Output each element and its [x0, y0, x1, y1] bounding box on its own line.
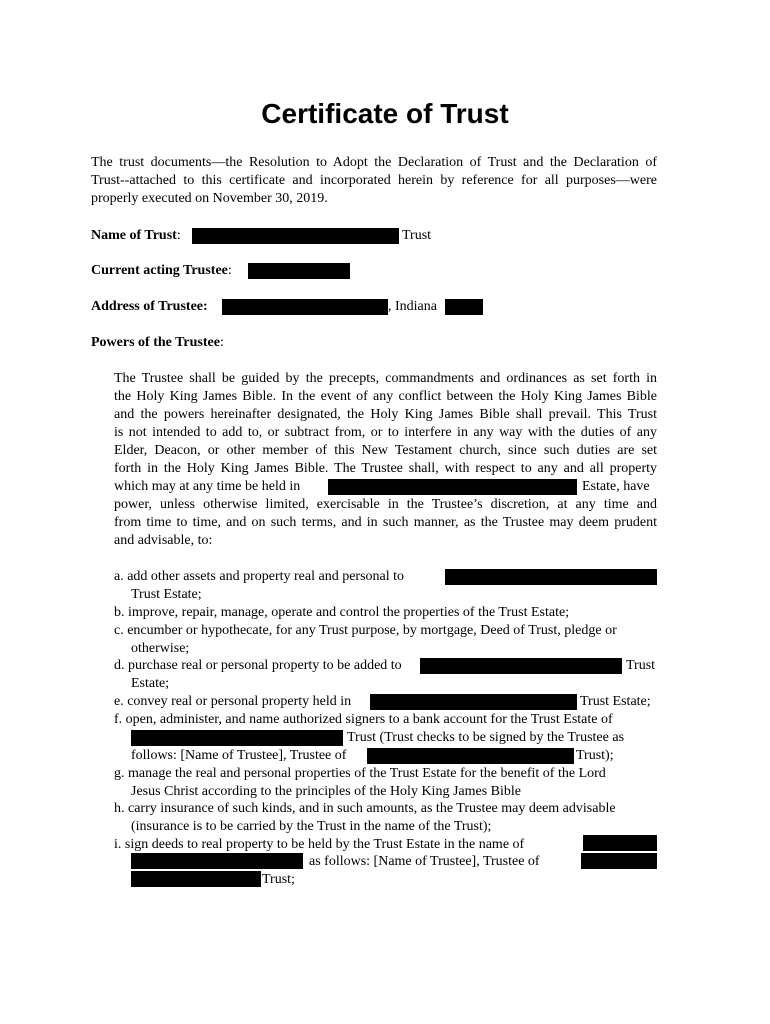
redaction-bar [583, 835, 657, 851]
redaction-bar [328, 479, 577, 495]
document-title: Certificate of Trust [261, 98, 509, 129]
powers-label: Powers of the Trustee [91, 335, 220, 350]
redaction-bar [370, 694, 577, 710]
redaction-bar [131, 853, 303, 869]
address-state: , Indiana [388, 299, 437, 314]
redaction-bar [581, 853, 657, 869]
name-of-trust-row: Name of Trust: [91, 228, 181, 243]
list-item-cont: Trust Estate; [131, 587, 202, 602]
list-item-cont: Trust; [262, 872, 295, 887]
redaction-bar [445, 299, 483, 315]
current-trustee-label: Current acting Trustee [91, 263, 228, 278]
powers-row: Powers of the Trustee: [91, 335, 224, 350]
list-item-cont: Trust (Trust checks to be signed by the Trustee as [347, 730, 625, 745]
body-line: power, unless otherwise limited, exercisable in the Trustee’s discretion, at any time and [114, 497, 657, 512]
body-line: The Trustee shall be guided by the precepts, commandments and ordinances as set forth in [114, 371, 657, 386]
name-of-trust-label: Name of Trust [91, 228, 177, 243]
body-line: Estate, have [582, 479, 650, 494]
body-line: which may at any time be held in [114, 479, 301, 494]
intro-line: properly executed on November 30, 2019. [91, 191, 328, 206]
body-line: from time to time, and on such terms, and in such manner, as the Trustee may deem prudent [114, 515, 657, 530]
list-item: g. manage the real and personal properties of the Trust Estate for the benefit of the Lord [114, 766, 606, 781]
intro-line: The trust documents—the Resolution to Adopt the Declaration of Trust and the Declaration of [91, 155, 657, 170]
body-line: the Holy King James Bible. In the event of any conflict between the Holy King James Bible [114, 389, 657, 404]
redaction-bar [420, 658, 622, 674]
address-label: Address of Trustee: [91, 299, 208, 314]
body-line: forth in the Holy King James Bible. The Trustee shall, with respect to any and all property [114, 461, 657, 476]
list-item: i. sign deeds to real property to be held by the Trust Estate in the name of [114, 837, 525, 852]
list-item: c. encumber or hypothecate, for any Trust purpose, by mortgage, Deed of Trust, pledge or [114, 623, 617, 638]
redaction-bar [367, 748, 574, 764]
list-item: Trust Estate; [580, 694, 651, 709]
body-line: and the powers hereinafter designated, the Holy King James Bible shall prevail. This Trust [114, 407, 657, 422]
body-line: Elder, Deacon, or other member of this New Testament church, since such duties are set [114, 443, 657, 458]
list-item: e. convey real or personal property held in [114, 694, 352, 709]
redaction-bar [445, 569, 657, 585]
list-item-cont: Trust); [576, 748, 614, 763]
list-item-cont: Jesus Christ according to the principles of the Holy King James Bible [131, 784, 521, 799]
intro-line: Trust--attached to this certificate and incorporated herein by reference for all purposes—were [91, 173, 657, 188]
redaction-bar [192, 228, 399, 244]
list-item-cont: as follows: [Name of Trustee], Trustee of [309, 854, 540, 869]
list-item-cont: (insurance is to be carried by the Trust in the name of the Trust); [131, 819, 492, 834]
list-item: Trust [626, 658, 656, 673]
list-item-cont: Estate; [131, 676, 170, 691]
redaction-bar [131, 871, 261, 887]
redaction-bar [248, 263, 350, 279]
current-trustee-row: Current acting Trustee: [91, 263, 232, 278]
redaction-bar [222, 299, 388, 315]
list-item: a. add other assets and property real and personal to [114, 569, 405, 584]
list-item-cont: otherwise; [131, 641, 190, 656]
trust-suffix: Trust [402, 228, 432, 243]
list-item-cont: follows: [Name of Trustee], Trustee of [131, 748, 347, 763]
list-item: b. improve, repair, manage, operate and control the properties of the Trust Estate; [114, 605, 570, 620]
body-line: and advisable, to: [114, 533, 213, 548]
list-item: d. purchase real or personal property to be added to [114, 658, 402, 673]
list-item: f. open, administer, and name authorized signers to a bank account for the Trust Estate of [114, 712, 613, 727]
list-item: h. carry insurance of such kinds, and in such amounts, as the Trustee may deem advisable [114, 801, 616, 816]
redaction-bar [131, 730, 343, 746]
body-line: is not intended to add to, or subtract from, or to interfere in any way with the duties of any [114, 425, 657, 440]
